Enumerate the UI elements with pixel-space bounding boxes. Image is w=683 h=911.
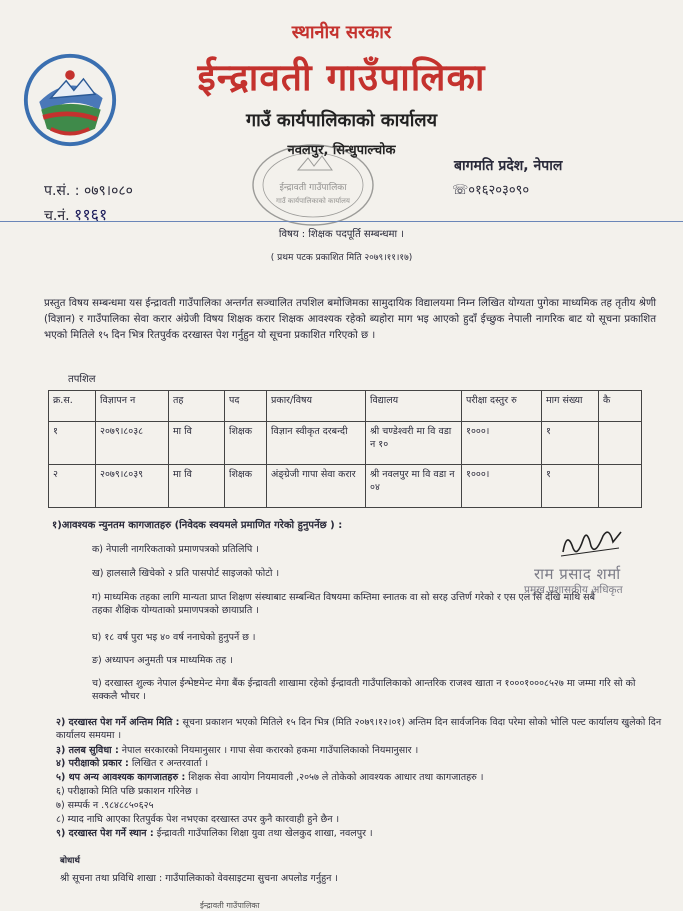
subject-line: विषय : शिक्षक पदपूर्ति सम्बन्धमा । <box>278 229 405 240</box>
tapsil-label: तपशिल <box>68 374 96 385</box>
table-row <box>49 465 642 508</box>
notice-item <box>56 771 666 784</box>
signature-mark <box>557 522 627 564</box>
requirement-item: च) दरखास्त शुल्क नेपाल ईन्भेष्टमेन्ट मेगा बैंक ईन्द्रावती शाखामा रहेको ईन्द्रावती गाउँपालिकाको आन्तरिक राजश्व खाता न १०००१०००८५२७ मा जम्मा गरि सो को सक्कलै भौचर । <box>92 678 636 702</box>
notice-item <box>56 827 666 840</box>
cell: १ <box>49 422 96 465</box>
ps-label: प.सं. : <box>44 183 84 199</box>
notice-item <box>56 716 666 742</box>
municipality-title: ईन्द्रावती गाउँपालिका <box>197 56 486 99</box>
local-gov-heading: स्थानीय सरकार <box>291 22 392 43</box>
cell: शिक्षक <box>225 465 267 508</box>
intro-paragraph: प्रस्तुत विषय सम्बन्धमा यस ईन्द्रावती गाउँपालिका अन्तर्गत सञ्चालित तपशिल बमोजिमका सामुदायिक विद्यालयमा निम्न लिखित योग्यता पुगेका माध्यमिक तह तृतीय श्रेणी (विज्ञान) र गाउँपालिका सेवा करार अंग्रेजी विषय शिक्षक करार शिक्षक आवश्यक रहेको ब्यहोरा माग भइ आएको हुदाँ ईच्छुक नेपाली नागरिक बाट यो सूचना प्रकाशित भएको मितिले १५ दिन भित्र रितपुर्वक दरखास्त पेश गर्नुहुन यो सूचना प्रकाशित गरिएको छ । <box>44 298 656 341</box>
table-row <box>49 422 642 465</box>
item-text: नेपाल सरकारको नियमानुसार । गापा सेवा करारको हकमा गाउँपालिकाको नियमानुसार । <box>118 745 419 756</box>
requirement-item: ग) माध्यमिक तहका लागि मान्यता प्राप्त शिक्षण संस्थाबाट सम्बन्धित विषयमा कम्तिमा स्नातक वा सो सरह उत्तिर्ण गरेको र एस एल सि देखि माथि सबै तहका शैक्षिक योग्यताको प्रमाणपत्रको छायाप्रति । <box>92 592 596 616</box>
item-label: ६) परीक्षाको मिति पछि प्रकाशन गरिनेछ । <box>56 786 199 797</box>
item-label: २) दरखास्त पेश गर्ने अन्तिम मिति : <box>56 717 180 728</box>
item-label: ५) थप अन्य आवश्यक कागजातहरु : <box>56 772 186 783</box>
bodhartha-label: बोधार्थ <box>60 856 80 866</box>
requirements-heading: १)आवश्यक न्युनतम कागजातहरु (निवेदक स्वयमले प्रमाणित गरेको हुनुपर्नेछ ) : <box>52 520 343 531</box>
cell <box>599 422 642 465</box>
notice-item <box>56 799 666 812</box>
cell <box>599 465 642 508</box>
requirement-item: क) नेपाली नागरिकताको प्रमाणपत्रको प्रतिलिपि । <box>92 544 259 555</box>
item-text: सूचना प्रकाशन भएको मितिले १५ दिन भित्र (मिति २०७९।१२।०१) अन्तिम दिन सार्वजनिक विदा परेमा सोको भोलि पल्ट कार्यालय खुलेको दिन कार्यालय समयमा । <box>56 717 662 741</box>
cell: अंङ्ग्रेजी गापा सेवा करार <box>267 465 366 508</box>
cell: शिक्षक <box>225 422 267 465</box>
item-text: लिखित र अन्तरवार्ता । <box>128 758 209 769</box>
item-text: शिक्षक सेवा आयोग नियमावली ,२०५७ ले तोकेको आवश्यक आधार तथा कागजातहरु । <box>185 772 484 783</box>
signatory-name: राम प्रसाद शर्मा <box>534 565 621 583</box>
office-stamp <box>248 140 378 230</box>
col-serial: क्र.स. <box>49 391 96 422</box>
province-text: बागमति प्रदेश, नेपाल <box>454 158 563 174</box>
item-label: ४) परीक्षाको प्रकार : <box>56 758 129 769</box>
item-label: ९) दरखास्त पेश गर्ने स्थान : <box>56 828 154 839</box>
cell: १०००। <box>462 465 542 508</box>
stamp-sub: गाउँ कार्यपालिकाको कार्यालय <box>276 197 350 205</box>
item-label: ३) तलब सुविधा : <box>56 745 119 756</box>
notice-item <box>56 785 666 798</box>
cell: २०७९।८०३८ <box>96 422 169 465</box>
office-title: गाउँ कार्यपालिकाको कार्यालय <box>245 110 438 131</box>
col-school: विद्यालय <box>366 391 462 422</box>
notice-item <box>56 744 666 757</box>
cell: मा वि <box>169 422 225 465</box>
header-divider <box>0 221 683 222</box>
requirement-item: घ) १८ वर्ष पुरा भइ ४० वर्ष ननाघेको हुनुपर्ने छ । <box>92 632 256 643</box>
cell: १०००। <box>462 422 542 465</box>
footer-cut-text: ईन्द्रावती गाउँपालिका <box>200 901 260 910</box>
signatory-title: प्रमुख प्रशासकीय अधिकृत <box>524 584 623 596</box>
requirement-item: ङ) अध्यापन अनुमती पत्र माध्यमिक तह । <box>92 655 233 666</box>
cn-label: च.नं. <box>44 208 75 224</box>
bodhartha-item: श्री सूचना तथा प्रविधि शाखा : गाउँपालिकाको वेवसाइटमा सुचना अपलोड गर्नुहुन । <box>60 873 339 884</box>
notice-item <box>56 813 666 826</box>
notice-item <box>56 757 666 770</box>
cell: २ <box>49 465 96 508</box>
phone-number: ☏०१६२०३०९० <box>452 183 530 198</box>
cell: २०७९।८०३९ <box>96 465 169 508</box>
col-level: तह <box>169 391 225 422</box>
col-type-subject: प्रकार/विषय <box>267 391 366 422</box>
cell: श्री नवलपुर मा वि वडा न ०४ <box>366 465 462 508</box>
cell: १ <box>542 422 599 465</box>
table-header-row <box>49 391 642 422</box>
cell: मा वि <box>169 465 225 508</box>
cell: १ <box>542 465 599 508</box>
vacancy-table <box>48 390 642 508</box>
requirement-item: ख) हालसालै खिचेको २ प्रति पासपोर्ट साइजको फोटो । <box>92 568 280 579</box>
col-post: पद <box>225 391 267 422</box>
item-label: ८) म्याद नाघि आएका रितपुर्वक पेश नभएका दरखास्त उपर कुनै कारवाही हुने छैन । <box>56 814 340 825</box>
cn-value: ११६१ <box>74 205 108 224</box>
publication-date: ( प्रथम पटक प्रकाशित मिति २०७९।११।१७) <box>270 253 413 263</box>
col-remarks: कै <box>599 391 642 422</box>
cell: श्री चण्डेश्वरी मा वि वडा न १० <box>366 422 462 465</box>
col-exam-fee: परीक्षा दस्तुर रु <box>462 391 542 422</box>
col-ad-number: विज्ञापन न <box>96 391 169 422</box>
cell: विज्ञान स्वीकृत दरबन्दी <box>267 422 366 465</box>
office-location: नवलपुर, सिन्धुपाल्चोक <box>287 143 396 158</box>
item-label: ७) सम्पर्क न . <box>56 800 105 811</box>
stamp-text: ईन्द्रावती गाउँपालिका <box>279 183 347 193</box>
ps-value: ०७९।०८० <box>83 183 133 199</box>
col-demand: माग संख्या <box>542 391 599 422</box>
item-text: ईन्द्रावती गाउँपालिका शिक्षा युवा तथा खेलकुद शाखा, नवलपुर । <box>153 828 373 839</box>
patra-sankhya <box>44 181 133 200</box>
item-text: ९८४८८५०६२५ <box>104 800 154 811</box>
